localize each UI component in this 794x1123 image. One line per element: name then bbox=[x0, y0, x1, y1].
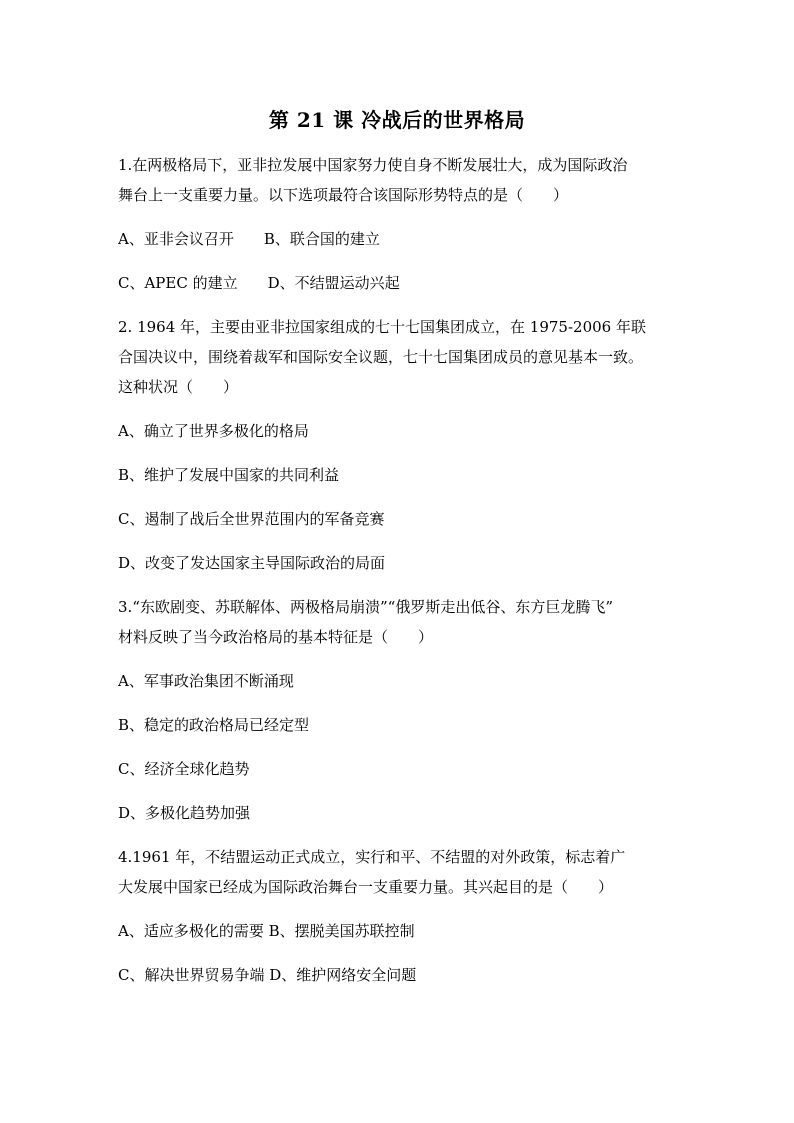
question-4 bbox=[118, 842, 678, 990]
question-stem-line: 合国决议中，围绕着裁军和国际安全议题，七十七国集团成员的意见基本一致。 bbox=[118, 348, 644, 366]
question-option: A、适应多极化的需要 B、摆脱美国苏联控制 bbox=[118, 922, 415, 940]
question-option: C、经济全球化趋势 bbox=[118, 760, 250, 778]
question-stem-line: 2. 1964 年，主要由亚非拉国家组成的七十七国集团成立，在 1975-2006 年联 bbox=[118, 318, 646, 336]
question-3 bbox=[118, 592, 678, 828]
question-stem-line: 这种状况（ ） bbox=[118, 378, 239, 396]
question-stem-line: 舞台上一支重要力量。以下选项最符合该国际形势特点的是（ ） bbox=[118, 186, 569, 204]
page-title: 第 21 课 冷战后的世界格局 bbox=[268, 108, 526, 132]
question-stem-line: 4.1961 年，不结盟运动正式成立，实行和平、不结盟的对外政策，标志着广 bbox=[118, 848, 626, 866]
question-1 bbox=[118, 150, 678, 298]
question-stem-line: 3.“东欧剧变、苏联解体、两极格局崩溃”“俄罗斯走出低谷、东方巨龙腾飞” bbox=[118, 598, 613, 616]
question-option: A、亚非会议召开 B、联合国的建立 bbox=[118, 230, 380, 248]
question-option: B、维护了发展中国家的共同利益 bbox=[118, 466, 340, 484]
question-option: B、稳定的政治格局已经定型 bbox=[118, 716, 310, 734]
question-2 bbox=[118, 312, 678, 578]
question-stem-line: 大发展中国家已经成为国际政治舞台一支重要力量。其兴起目的是（ ） bbox=[118, 878, 614, 896]
question-option: D、改变了发达国家主导国际政治的局面 bbox=[118, 554, 386, 572]
question-option: C、解决世界贸易争端 D、维护网络安全问题 bbox=[118, 966, 417, 984]
question-option: A、确立了世界多极化的格局 bbox=[118, 422, 309, 440]
question-option: A、军事政治集团不断涌现 bbox=[118, 672, 294, 690]
question-list bbox=[118, 150, 678, 990]
question-option: C、APEC 的建立 D、不结盟运动兴起 bbox=[118, 274, 400, 292]
question-option: D、多极化趋势加强 bbox=[118, 804, 251, 822]
question-stem-line: 材料反映了当今政治格局的基本特征是（ ） bbox=[118, 628, 434, 646]
question-option: C、遏制了战后全世界范围内的军备竞赛 bbox=[118, 510, 385, 528]
question-stem-line: 1.在两极格局下，亚非拉发展中国家努力使自身不断发展壮大，成为国际政治 bbox=[118, 156, 628, 174]
